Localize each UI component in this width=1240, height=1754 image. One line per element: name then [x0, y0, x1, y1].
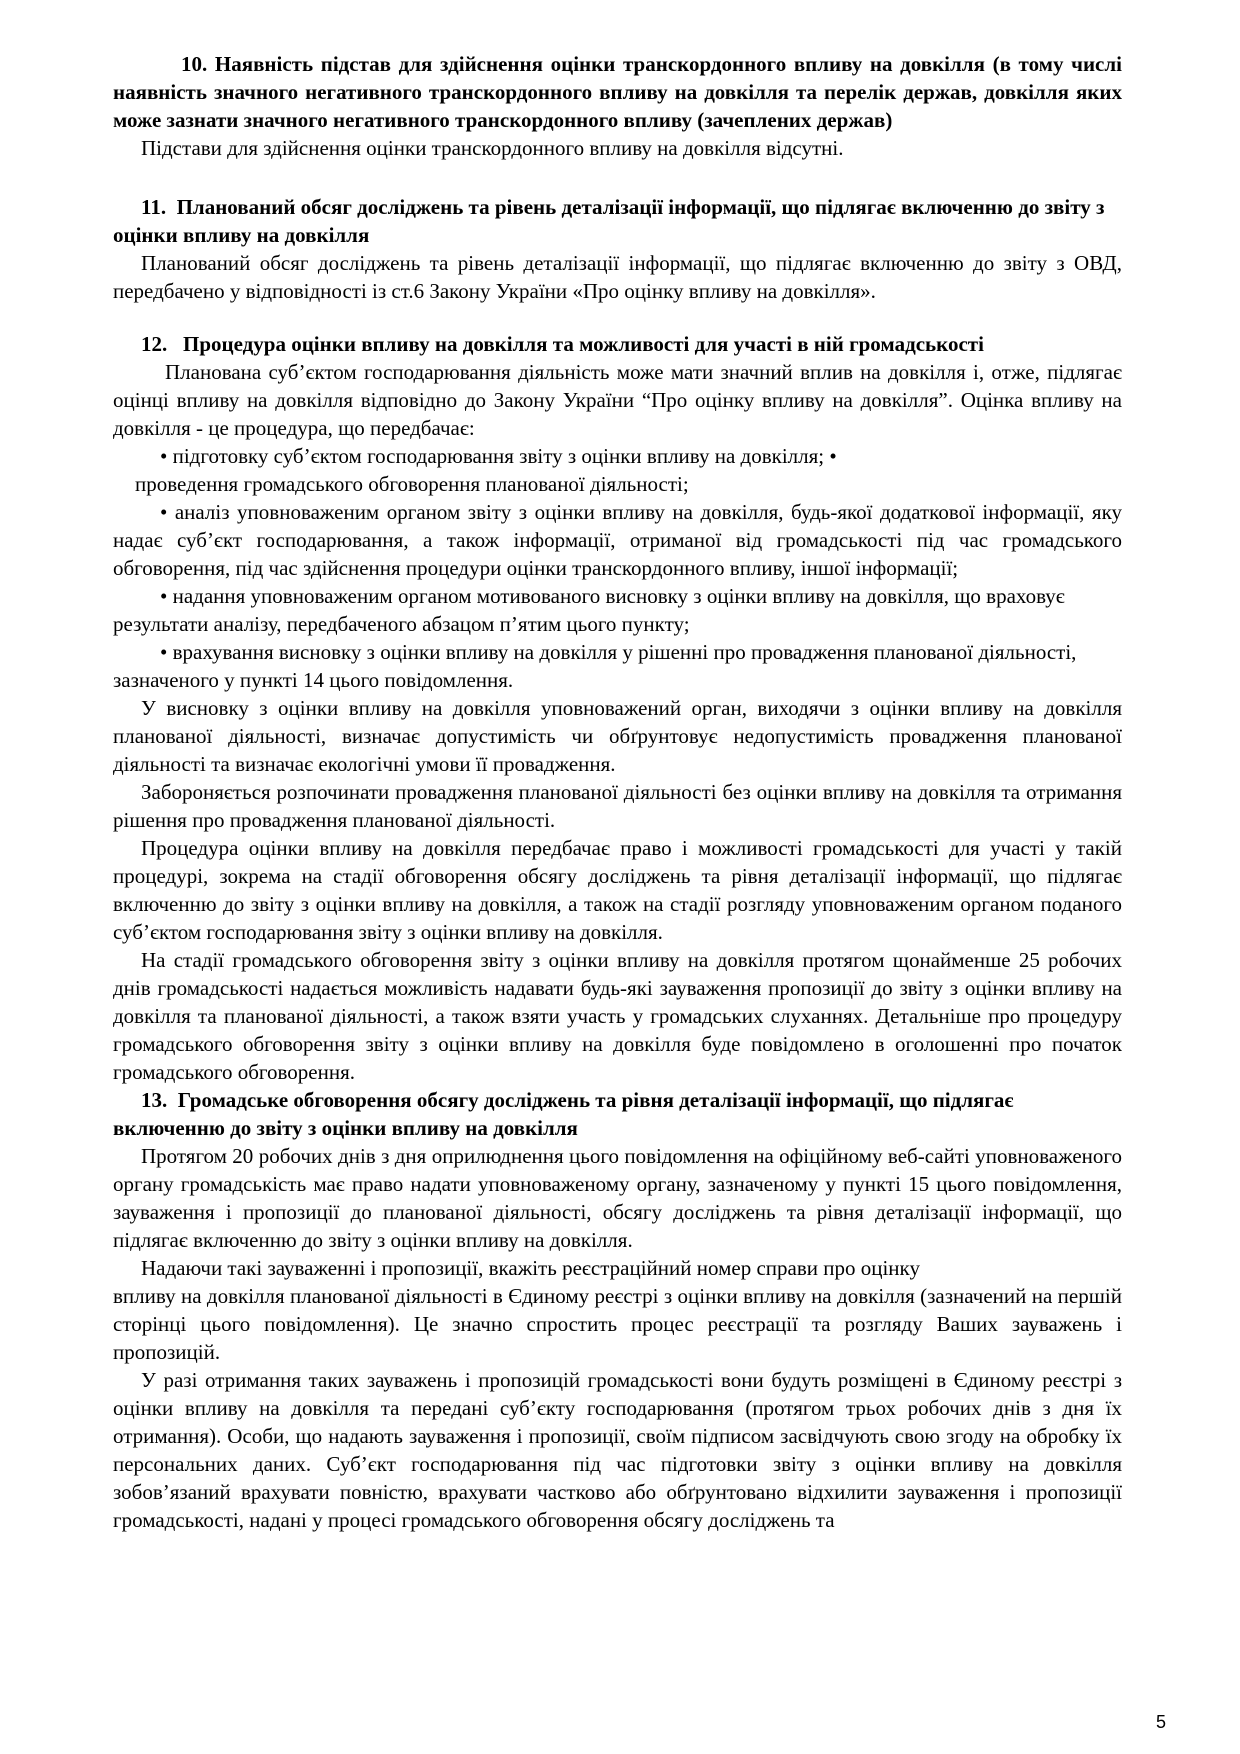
bullet-item-line: проведення громадського обговорення планованої діяльності; — [135, 472, 689, 496]
section-13-paragraph-processing: У разі отримання таких зауважень і пропозицій громадськості вони будуть розміщені в Єдиному реєстрі з оцінки впливу на довкілля та передані суб’єкту господарювання (протягом трьох робочих днів з дня їх отримання). Особи, що надають зауваження і пропозиції, своїм підписом засвідчують свою згоду на обробку їх персональних даних. Суб’єкт господарювання під час підготовки звіту з оцінки впливу на довкілля зобов’язаний врахувати повністю, врахувати частково або обґрунтовано відхилити зауваження і пропозиції громадськості, надані у процесі громадського обговорення обсягу досліджень та — [113, 1368, 1122, 1532]
section-10-paragraph: Підстави для здійснення оцінки транскордонного впливу на довкілля відсутні. — [141, 136, 844, 160]
section-13-paragraph-register-rest: впливу на довкілля планованої діяльності в Єдиному реєстрі з оцінки впливу на довкілля (зазначений на першій сторінці цього повідомлення). Це значно спростить процес реєстрації та розгляду Ваших зауважень і пропозицій. — [113, 1284, 1122, 1364]
section-12-paragraph-intro: Планована суб’єктом господарювання діяльність може мати значний вплив на довкілля і, отже, підлягає оцінці впливу на довкілля відповідно до Закону України “Про оцінку впливу на довкілля”. Оцінка впливу на довкілля - це процедура, що передбачає: — [113, 360, 1122, 440]
bullet-item-report-preparation — [113, 442, 1122, 498]
section-11-paragraph: Планований обсяг досліджень та рівень деталізації інформації, що підлягає включенню до звіту з ОВД, передбачено у відповідності із ст.6 Закону України «Про оцінку впливу на довкілля». — [113, 251, 1122, 303]
section-12-paragraph-conclusion: У висновку з оцінки впливу на довкілля уповноважений орган, виходячи з оцінки впливу на довкілля планованої діяльності, визначає допустимість чи обґрунтовує недопустимість провадження планованої діяльності та визначає екологічні умови її провадження. — [113, 696, 1122, 776]
bullet-item-line: • підготовку суб’єктом господарювання звіту з оцінки впливу на довкілля; • — [160, 444, 837, 468]
section-12-heading: 12. Процедура оцінки впливу на довкілля та можливості для участі в ній громадськості — [141, 332, 984, 356]
bullet-item-analysis: • аналіз уповноваженим органом звіту з оцінки впливу на довкілля, будь-якої додаткової інформації, яку надає суб’єкт господарювання, а також інформації, отриманої від громадськості під час громадського обговорення, під час здійснення процедури оцінки транскордонного впливу, іншої інформації; — [113, 500, 1122, 580]
page-number: 5 — [1155, 1712, 1166, 1732]
bullet-item-conclusion: • надання уповноваженим органом мотивованого висновку з оцінки впливу на довкілля, що враховує результати аналізу, передбаченого абзацом п’ятим цього пункту; — [113, 584, 1065, 636]
section-10-heading: 10. Наявність підстав для здійснення оцінки транскордонного впливу на довкілля (в тому числі наявність значного негативного транскордонного впливу на довкілля та перелік держав, довкілля яких може зазнати значного негативного транскордонного впливу (зачеплених держав) — [113, 52, 1122, 132]
section-12-paragraph-public-rights: Процедура оцінки впливу на довкілля передбачає право і можливості громадськості для участі у такій процедурі, зокрема на стадії обговорення обсягу досліджень та рівня деталізації інформації, що підлягає включенню до звіту з оцінки впливу на довкілля, а також на стадії розгляду уповноваженим органом поданого суб’єктом господарювання звіту з оцінки впливу на довкілля. — [113, 836, 1122, 944]
section-11-heading: 11. Планований обсяг досліджень та рівень деталізації інформації, що підлягає включенню до звіту з оцінки впливу на довкілля — [113, 195, 1105, 247]
section-13-paragraph-deadline: Протягом 20 робочих днів з дня оприлюднення цього повідомлення на офіційному веб-сайті уповноваженого органу громадськість має право надати уповноваженому органу, зазначеному у пункті 15 цього повідомлення, зауваження і пропозиції до планованої діяльності, обсягу досліджень та рівня деталізації інформації, що підлягає включенню до звіту з оцінки впливу на довкілля. — [113, 1144, 1122, 1252]
bullet-item-consideration: • врахування висновку з оцінки впливу на довкілля у рішенні про провадження планованої діяльності, зазначеного у пункті 14 цього повідомлення. — [113, 640, 1077, 692]
section-13-paragraph-register-line: Надаючи такі зауваженні і пропозиції, вкажіть реєстраційний номер справи про оцінку — [141, 1256, 920, 1280]
section-12-paragraph-discussion-stage: На стадії громадського обговорення звіту з оцінки впливу на довкілля протягом щонайменше 25 робочих днів громадськості надається можливість надавати будь-які зауваження пропозиції до звіту з оцінки впливу на довкілля та планованої діяльності, а також взяти участь у громадських слуханнях. Детальніше про процедуру громадського обговорення звіту з оцінки впливу на довкілля буде повідомлено в оголошенні про початок громадського обговорення. — [113, 948, 1122, 1084]
section-13-heading: 13. Громадське обговорення обсягу досліджень та рівня деталізації інформації, що підлягає включенню до звіту з оцінки впливу на довкілля — [113, 1088, 1014, 1140]
section-12-paragraph-prohibition: Забороняється розпочинати провадження планованої діяльності без оцінки впливу на довкілля та отримання рішення про провадження планованої діяльності. — [113, 780, 1122, 832]
